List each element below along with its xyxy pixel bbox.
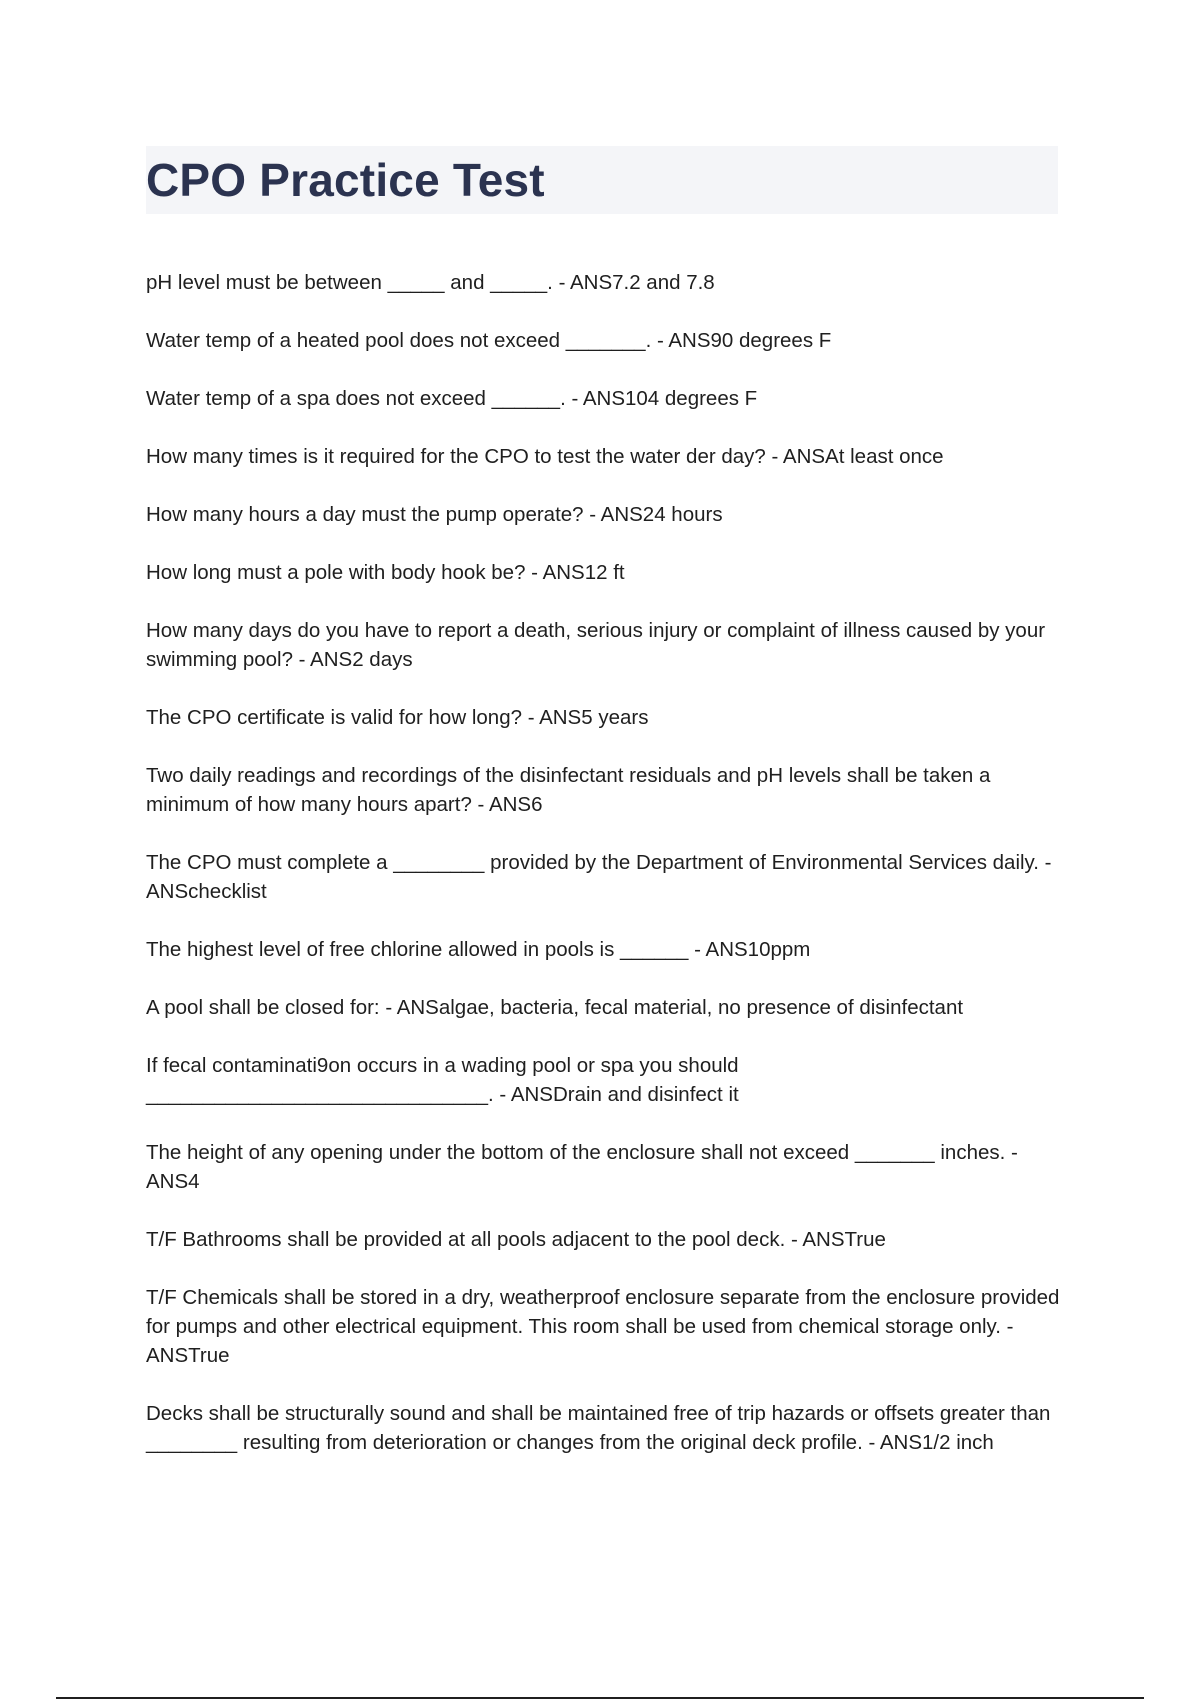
- question-item-7: How many days do you have to report a death, serious injury or complaint of illness caused by your swimming pool? - ANS2 days: [146, 619, 1046, 671]
- question-item-6: How long must a pole with body hook be? - ANS12 ft: [146, 561, 625, 584]
- question-item-3: Water temp of a spa does not exceed ______. - ANS104 degrees F: [146, 387, 758, 410]
- question-item-2: Water temp of a heated pool does not exceed _______. - ANS90 degrees F: [146, 329, 832, 352]
- question-item-14: The height of any opening under the bottom of the enclosure shall not exceed _______ inches. - ANS4: [146, 1141, 1018, 1193]
- page-title: CPO Practice Test: [146, 154, 545, 206]
- footer-rule: [56, 1697, 1144, 1699]
- question-item-10: The CPO must complete a ________ provided by the Department of Environmental Services daily. - ANSchecklist: [146, 851, 1052, 903]
- question-item-12: A pool shall be closed for: - ANSalgae, bacteria, fecal material, no presence of disinfectant: [146, 996, 964, 1019]
- question-item-16: T/F Chemicals shall be stored in a dry, weatherproof enclosure separate from the enclosure provided for pumps and other electrical equipment. This room shall be used from chemical storage only. - ANSTrue: [146, 1286, 1060, 1367]
- question-item-9: Two daily readings and recordings of the disinfectant residuals and pH levels shall be taken a minimum of how many hours apart? - ANS6: [146, 764, 991, 816]
- question-item-17: Decks shall be structurally sound and shall be maintained free of trip hazards or offsets greater than ________ resulting from deterioration or changes from the original deck profile. - ANS1/2 inch: [146, 1402, 1051, 1454]
- question-item-13: If fecal contaminati9on occurs in a wading pool or spa you should ______________________________. - ANSDrain and disinfect it: [146, 1054, 739, 1106]
- question-item-4: How many times is it required for the CPO to test the water der day? - ANSAt least once: [146, 445, 944, 468]
- question-item-5: How many hours a day must the pump operate? - ANS24 hours: [146, 503, 723, 526]
- question-item-11: The highest level of free chlorine allowed in pools is ______ - ANS10ppm: [146, 938, 811, 961]
- question-list: [146, 268, 1066, 1486]
- question-item-1: pH level must be between _____ and _____. - ANS7.2 and 7.8: [146, 271, 715, 294]
- question-item-8: The CPO certificate is valid for how long? - ANS5 years: [146, 706, 649, 729]
- question-item-15: T/F Bathrooms shall be provided at all pools adjacent to the pool deck. - ANSTrue: [146, 1228, 886, 1251]
